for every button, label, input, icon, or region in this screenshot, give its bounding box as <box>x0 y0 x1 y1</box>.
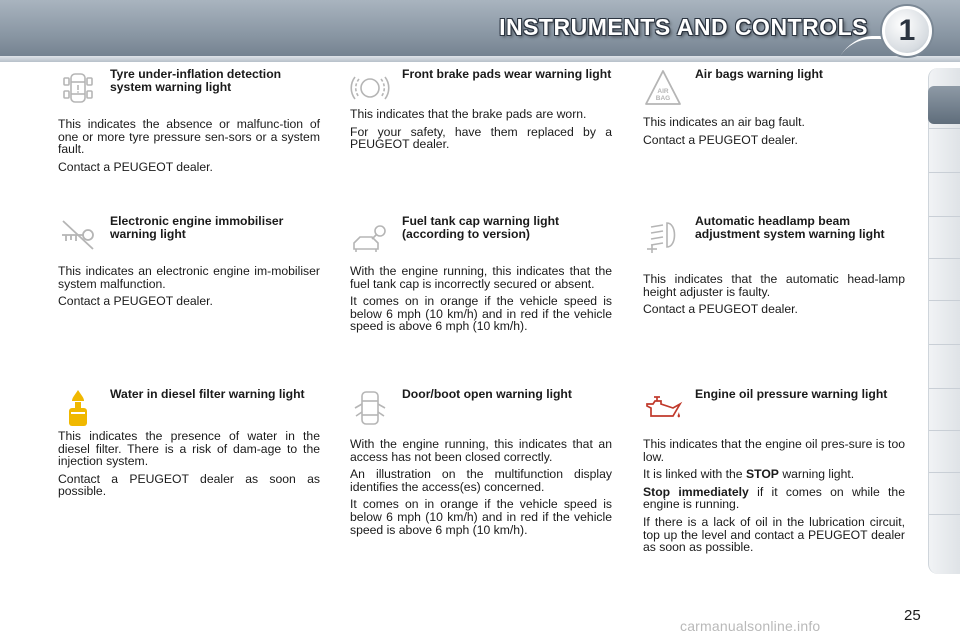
tab-divider <box>929 172 960 173</box>
page-title: INSTRUMENTS AND CONTROLS <box>499 14 868 40</box>
paragraph: This indicates that the brake pads are worn. <box>350 107 587 121</box>
watermark: carmanualsonline.info <box>680 618 821 634</box>
paragraph: An illustration on the multifunction display identifies the access(es) concerned. <box>350 467 612 494</box>
section-brake <box>350 68 612 156</box>
paragraph: This indicates that the engine oil pres-sure is too low. <box>643 437 905 464</box>
tab-divider <box>929 300 960 301</box>
section-title: Front brake pads wear warning light <box>402 67 612 81</box>
section-title: Engine oil pressure warning light <box>695 387 888 401</box>
headlamp-adjustment-icon <box>643 215 683 255</box>
tab-divider <box>929 388 960 389</box>
section-water <box>58 388 320 503</box>
tab-divider <box>929 472 960 473</box>
paragraph: It is linked with the STOP warning light. <box>643 467 855 482</box>
paragraph: Stop immediately if it comes on while the engine is running. <box>643 484 905 512</box>
paragraph: With the engine running, this indicates that the fuel tank cap is incorrectly secured or absent. <box>350 264 612 291</box>
paragraph: If there is a lack of oil in the lubrication circuit, top up the level and contact a PEUGEOT dealer as soon as possible. <box>643 514 905 555</box>
paragraph: With the engine running, this indicates that an access has not been closed correctly. <box>350 437 612 464</box>
paragraph: Contact a PEUGEOT dealer. <box>58 294 213 309</box>
section-airbag <box>643 68 905 151</box>
water-in-diesel-icon <box>58 388 98 428</box>
chapter-tabs <box>928 68 960 574</box>
active-chapter-tab[interactable] <box>928 86 960 124</box>
tab-divider <box>929 128 960 129</box>
tab-divider <box>929 258 960 259</box>
section-title: Water in diesel filter warning light <box>110 387 305 401</box>
section-title: Electronic engine immobiliser warning light <box>110 214 284 241</box>
section-oil <box>643 388 905 559</box>
paragraph: It comes on in orange if the vehicle speed is below 6 mph (10 km/h) and in red if the vehicle speed is above 6 mph (10 km/h). <box>350 497 612 537</box>
paragraph: Contact a PEUGEOT dealer. <box>58 159 213 174</box>
tab-divider <box>929 514 960 515</box>
tab-divider <box>929 430 960 431</box>
section-tyre <box>58 68 320 178</box>
section-title: Fuel tank cap warning light (according to version) <box>402 214 560 241</box>
header-stripe <box>0 56 960 62</box>
chapter-badge <box>882 6 932 56</box>
airbag-warning-icon <box>643 68 683 108</box>
stop-emphasis: STOP <box>745 467 779 482</box>
page-number: 25 <box>904 607 921 624</box>
brake-pads-warning-icon <box>350 68 390 108</box>
paragraph: This indicates the absence or malfunc-tion of one or more tyre pressure sen-sors or a system fault. <box>58 117 320 157</box>
paragraph: Contact a PEUGEOT dealer. <box>643 132 798 147</box>
paragraph: For your safety, have them replaced by a PEUGEOT dealer. <box>350 124 612 152</box>
paragraph: Contact a PEUGEOT dealer. <box>643 302 798 317</box>
section-title: Tyre under-inflation detection system warning light <box>110 67 282 94</box>
chapter-number: 1 <box>898 14 916 47</box>
section-immobiliser <box>58 215 320 313</box>
door-open-icon <box>350 388 390 428</box>
section-headlamp <box>643 215 905 321</box>
paragraph: It comes on in orange if the vehicle speed is below 6 mph (10 km/h) and in red if the vehicle speed is above 6 mph (10 km/h). <box>350 294 612 334</box>
section-door <box>350 388 612 541</box>
tyre-pressure-warning-icon <box>58 68 98 108</box>
paragraph: This indicates that the automatic head-lamp height adjuster is faulty. <box>643 272 905 299</box>
header-banner <box>0 0 960 62</box>
section-title: Automatic headlamp beam adjustment system warning light <box>695 214 885 241</box>
fuel-cap-warning-icon <box>350 215 390 255</box>
section-title: Air bags warning light <box>695 67 823 81</box>
section-title: Door/boot open warning light <box>402 387 572 401</box>
paragraph: This indicates an electronic engine im-mobiliser system malfunction. <box>58 264 320 291</box>
svg-text:AIR: AIR <box>657 88 669 95</box>
section-fuelcap <box>350 215 612 338</box>
tab-divider <box>929 344 960 345</box>
stop-immediately-emphasis: Stop immediately <box>643 484 749 499</box>
immobiliser-key-icon <box>58 215 98 255</box>
tab-divider <box>929 216 960 217</box>
svg-text:BAG: BAG <box>655 95 671 102</box>
paragraph: Contact a PEUGEOT dealer as soon as possible. <box>58 471 320 499</box>
paragraph: This indicates an air bag fault. <box>643 115 805 129</box>
paragraph: This indicates the presence of water in the diesel filter. There is a risk of dam-age to the injection system. <box>58 429 320 469</box>
oil-pressure-icon <box>643 388 683 428</box>
